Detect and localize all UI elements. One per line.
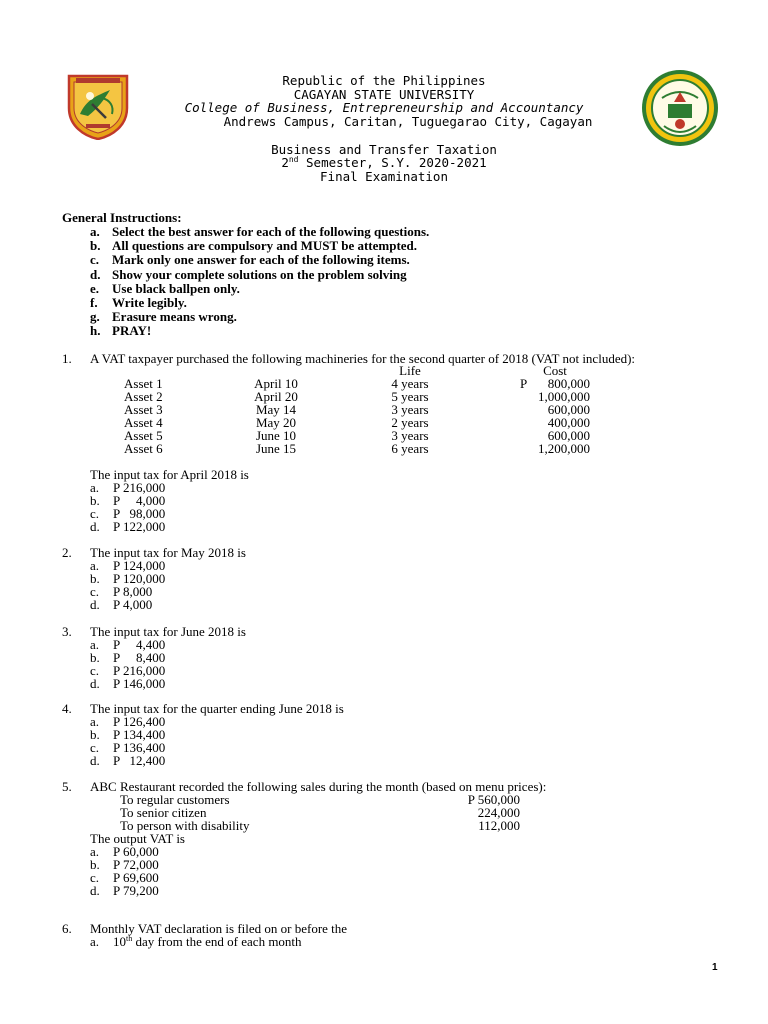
sales-label: To senior citizen (120, 805, 207, 820)
asset-cost: 400,000 (547, 415, 590, 430)
sales-label: To regular customers (120, 792, 230, 807)
question-2: 2. The input tax for May 2018 is (62, 545, 246, 560)
header-exam: Final Examination (320, 169, 448, 184)
instruction-item: a. Select the best answer for each of the following questions. (90, 224, 430, 239)
header-subject: Business and Transfer Taxation (271, 142, 497, 157)
answer-option[interactable]: b. P 72,000 (90, 857, 159, 872)
question-5-options (90, 845, 159, 897)
question-4: 4. The input tax for the quarter ending June 2018 is (62, 701, 344, 716)
answer-option[interactable]: a. P 60,000 (90, 844, 159, 859)
header-campus: Andrews Campus, Caritan, Tuguegarao City, Cagayan (223, 114, 593, 129)
answer-option[interactable]: d. P 12,400 (90, 753, 166, 768)
asset-cost: 1,000,000 (538, 389, 590, 404)
asset-name: Asset 1 (124, 376, 163, 391)
asset-date: June 10 (255, 428, 297, 443)
question-4-options (90, 715, 165, 767)
answer-option[interactable]: c. P 136,400 (90, 740, 166, 755)
asset-cost: 1,200,000 (538, 441, 590, 456)
asset-cost: 600,000 (547, 402, 590, 417)
asset-date: May 20 (255, 415, 297, 430)
instruction-item: e. Use black ballpen only. (90, 280, 240, 296)
answer-option[interactable]: a. P 216,000 (90, 480, 166, 495)
asset-name: Asset 6 (124, 441, 163, 456)
asset-name: Asset 5 (124, 428, 163, 443)
answer-option[interactable]: d. P 4,000 (90, 597, 153, 612)
question-2-options (90, 559, 165, 611)
answer-option[interactable]: c. P 216,000 (90, 663, 166, 678)
answer-option[interactable]: a. P 124,000 (90, 558, 166, 573)
asset-life: 5 years (391, 389, 429, 404)
instruction-item: b. All questions are compulsory and MUST be attempted. (90, 238, 418, 254)
question-1-subtext: The input tax for April 2018 is (90, 467, 249, 482)
instruction-item: h. PRAY! (90, 323, 152, 339)
answer-option[interactable]: d. P 122,000 (90, 519, 166, 534)
asset-date: June 15 (255, 441, 297, 456)
asset-life: 3 years (391, 402, 429, 417)
instruction-item: g. Erasure means wrong. (90, 309, 237, 325)
question-1-options (90, 481, 165, 533)
sales-amount: 112,000 (478, 818, 520, 833)
asset-date: April 20 (254, 389, 298, 404)
answer-option[interactable]: b. P 120,000 (90, 571, 166, 586)
question-3-options (90, 638, 165, 690)
question-6: 6. Monthly VAT declaration is filed on or before the (62, 921, 348, 936)
asset-date: April 10 (254, 376, 298, 391)
header-university: CAGAYAN STATE UNIVERSITY (293, 87, 475, 102)
answer-option[interactable]: d. P 79,200 (90, 883, 159, 898)
question-1: 1. A VAT taxpayer purchased the following machineries for the second quarter of 2018 (VAT not included): (62, 351, 636, 366)
answer-option[interactable]: b. P 134,400 (90, 727, 166, 742)
instructions-list (90, 225, 429, 339)
answer-option[interactable]: a. P 126,400 (90, 714, 166, 729)
col-life-header: Life (399, 363, 421, 378)
question-5: 5. ABC Restaurant recorded the following sales during the month (based on menu prices): (62, 779, 547, 794)
header-country: Republic of the Philippines (282, 73, 486, 88)
col-cost-header: Cost (543, 363, 567, 378)
asset-cost: 600,000 (547, 428, 590, 443)
sales-amount: 224,000 (477, 805, 520, 820)
answer-option[interactable]: d. P 146,000 (90, 676, 166, 691)
asset-cost: 800,000 (547, 376, 590, 391)
instructions-title: General Instructions: (62, 210, 182, 225)
asset-name: Asset 2 (124, 389, 163, 404)
page-number: 1 (712, 962, 718, 973)
asset-name: Asset 4 (124, 415, 163, 430)
sales-amount: P 560,000 (467, 792, 520, 807)
asset-date: May 14 (255, 402, 297, 417)
asset-name: Asset 3 (124, 402, 163, 417)
sales-label: To person with disability (120, 818, 250, 833)
answer-option[interactable]: b. P 4,000 (90, 493, 166, 508)
answer-option[interactable]: a. 10th day from the end of each month (90, 934, 302, 949)
asset-life: 3 years (391, 428, 429, 443)
asset-peso: P (520, 376, 528, 391)
answer-option[interactable]: c. P 8,000 (90, 584, 153, 599)
asset-life: 6 years (391, 441, 429, 456)
answer-option[interactable]: b. P 8,400 (90, 650, 166, 665)
asset-life: 4 years (391, 376, 429, 391)
answer-option[interactable]: c. P 98,000 (90, 506, 166, 521)
answer-option[interactable]: c. P 69,600 (90, 870, 159, 885)
instruction-item: d. Show your complete solutions on the problem solving (90, 266, 407, 282)
header-college: College of Business, Entrepreneurship and Accountancy (184, 100, 584, 115)
instruction-item: c. Mark only one answer for each of the following items. (90, 252, 410, 268)
instruction-item: f. Write legibly. (90, 295, 187, 311)
question-5-subtext: The output VAT is (90, 831, 185, 846)
question-3: 3. The input tax for June 2018 is (62, 624, 246, 639)
asset-life: 2 years (391, 415, 429, 430)
answer-option[interactable]: a. P 4,400 (90, 637, 166, 652)
header-semester: 2nd Semester, S.Y. 2020-2021 (281, 155, 487, 170)
